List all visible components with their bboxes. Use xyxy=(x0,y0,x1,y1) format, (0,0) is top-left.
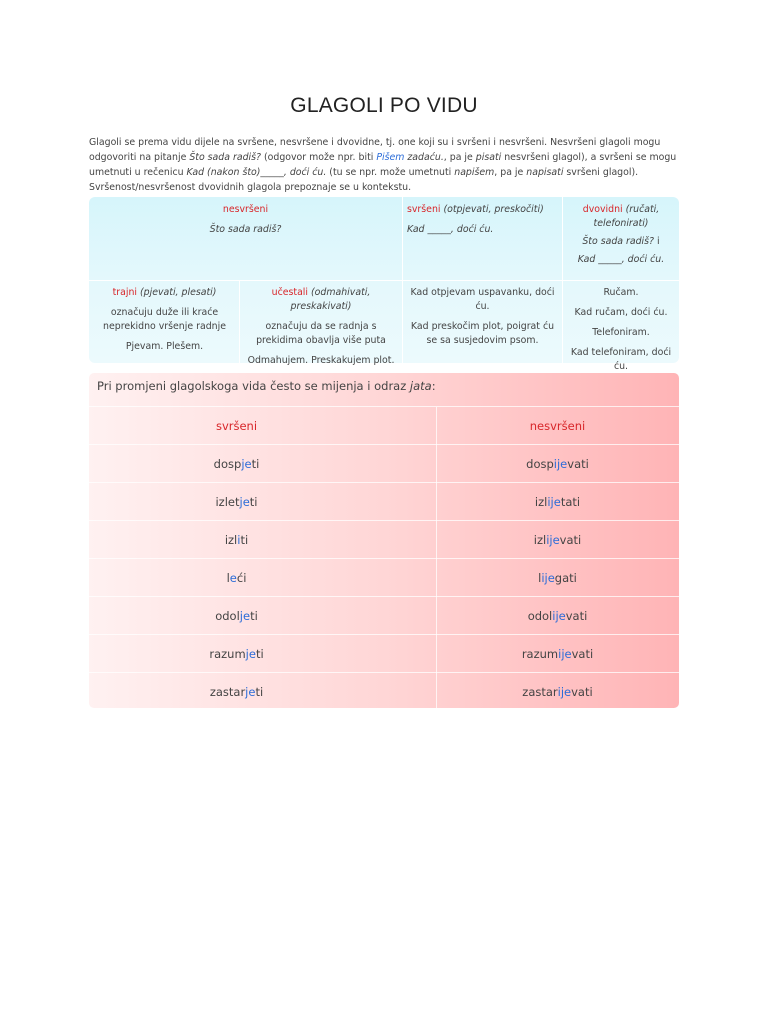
header-svrseni: svršeni xyxy=(215,419,258,433)
word-part: ti xyxy=(240,533,249,547)
dvovidni-example-4: Kad telefoniram, doći ću. xyxy=(570,347,672,372)
word-part: izl xyxy=(533,533,547,547)
intro-text: svršeni glagol). Svršenost/nesvršenost dvovidnih glagola prepoznaje se u kontekstu. xyxy=(89,167,639,193)
svrseni-word xyxy=(89,559,384,597)
jat-segment: ije xyxy=(547,495,561,509)
dvovidni-question: Što sada radiš? xyxy=(582,236,655,247)
intro-question: Kad (nakon što)_____, doći ću. xyxy=(186,167,327,178)
trajni-label: trajni xyxy=(112,287,138,298)
word-part: dosp xyxy=(526,457,554,471)
table-row xyxy=(89,520,679,559)
intro-example: pisati xyxy=(475,152,502,163)
word-part: razum xyxy=(521,647,559,661)
word-part: vati xyxy=(565,609,588,623)
caption-emphasis: jata xyxy=(409,379,432,393)
ucestali-label: učestali xyxy=(271,287,309,298)
word-part: ti xyxy=(249,495,258,509)
word-part: l xyxy=(538,571,542,585)
table-row xyxy=(89,558,679,597)
jat-segment: e xyxy=(229,571,237,585)
jat-table xyxy=(89,373,679,708)
svrseni-word xyxy=(89,635,384,673)
svrseni-question: Kad _____, doći ću. xyxy=(407,224,494,235)
header-nesvrseni: nesvršeni xyxy=(529,419,586,433)
jat-segment: je xyxy=(245,685,256,699)
jat-segment: ije xyxy=(558,647,572,661)
svrseni-word xyxy=(89,483,384,521)
jat-segment: je xyxy=(245,647,256,661)
ucestali-example: Odmahujem. Preskakujem plot. xyxy=(247,355,395,366)
intro-example: zadaću. xyxy=(404,152,444,163)
intro-text: (odgovor može npr. biti xyxy=(261,152,377,163)
jat-segment: je xyxy=(241,457,252,471)
nesvrseni-word xyxy=(436,635,679,673)
intro-text: (tu se npr. može umetnuti xyxy=(326,167,455,178)
intro-example: napisati xyxy=(526,167,564,178)
intro-text: , pa je xyxy=(443,152,476,163)
intro-example: Pišem xyxy=(376,152,405,163)
dvovidni-header-cell xyxy=(565,203,677,273)
intro-text: , pa je xyxy=(494,167,527,178)
word-part: vati xyxy=(559,533,582,547)
jat-segment: ije xyxy=(553,457,568,471)
caption-text: Pri promjeni glagolskoga vida često se mijenja i odraz xyxy=(97,379,410,393)
intro-text: nesvršeni glagol), a svršeni se mogu umetnuti u rečenicu xyxy=(89,152,677,178)
trajni-examples: (pjevati, plesati) xyxy=(140,287,217,298)
word-part: izlet xyxy=(215,495,240,509)
table-header-row xyxy=(89,406,679,445)
word-part: ti xyxy=(250,609,258,623)
word-part: izl xyxy=(534,495,548,509)
nesvrseni-header-cell xyxy=(89,203,402,243)
dvovidni-example-3: Telefoniram. xyxy=(592,327,650,338)
dvovidni-example-1: Ručam. xyxy=(603,287,639,298)
word-part: ti xyxy=(251,457,260,471)
intro-question: Što sada radiš? xyxy=(189,152,261,163)
caption-text: : xyxy=(431,379,436,393)
divider xyxy=(239,281,240,363)
dvovidni-label: dvovidni xyxy=(582,204,623,215)
word-part: vati xyxy=(567,457,589,471)
table-row xyxy=(89,444,679,483)
ucestali-examples: (odmahivati, preskakivati) xyxy=(290,287,371,312)
nesvrseni-word xyxy=(436,445,679,483)
intro-example: napišem xyxy=(454,167,495,178)
dvovidni-question-2: Kad _____, doći ću. xyxy=(577,254,665,265)
table-row xyxy=(89,672,679,711)
word-part: zastar xyxy=(522,685,558,699)
dvovidni-examples: (ručati, telefonirati) xyxy=(593,204,660,229)
jat-segment: ije xyxy=(557,685,572,699)
svrseni-word xyxy=(89,521,384,559)
svrseni-examples-cell xyxy=(405,286,560,354)
svrseni-word xyxy=(89,673,384,711)
table-row xyxy=(89,482,679,521)
svrseni-label: svršeni xyxy=(407,204,441,215)
word-part: gati xyxy=(554,571,577,585)
word-part: vati xyxy=(571,685,593,699)
svrseni-examples: (otpjevati, preskočiti) xyxy=(443,204,544,215)
svrseni-word xyxy=(89,597,384,635)
jat-segment: ije xyxy=(552,609,566,623)
jat-segment: ije xyxy=(541,571,555,585)
jat-segment: je xyxy=(239,609,251,623)
word-part: zastar xyxy=(209,685,246,699)
nesvrseni-word xyxy=(436,597,679,635)
word-part: tati xyxy=(560,495,581,509)
ucestali-cell xyxy=(241,286,401,374)
word-part: izl xyxy=(224,533,238,547)
word-part: razum xyxy=(209,647,246,661)
jat-segment: je xyxy=(239,495,250,509)
word-part: odol xyxy=(527,609,553,623)
dvovidni-conj: i xyxy=(654,236,660,247)
svrseni-word xyxy=(89,445,384,483)
svrseni-header-cell xyxy=(407,203,559,243)
nesvrseni-word xyxy=(436,521,679,559)
word-part: ći xyxy=(236,571,247,585)
word-part: vati xyxy=(571,647,594,661)
ucestali-description: označuju da se radnja s prekidima obavlja više puta xyxy=(256,321,386,346)
word-part: odol xyxy=(215,609,240,623)
page-title: GLAGOLI PO VIDU xyxy=(290,94,478,117)
intro-paragraph xyxy=(89,135,679,195)
table-row xyxy=(89,596,679,635)
word-part: dosp xyxy=(213,457,242,471)
verb-aspect-table xyxy=(89,197,679,372)
nesvrseni-word xyxy=(436,559,679,597)
word-part: ti xyxy=(255,685,264,699)
jat-segment: i xyxy=(237,533,241,547)
nesvrseni-word xyxy=(436,483,679,521)
jat-caption xyxy=(97,379,436,393)
svrseni-example-1: Kad otpjevam uspavanku, doći ću. xyxy=(410,287,555,312)
dvovidni-examples-cell xyxy=(565,286,677,380)
trajni-cell xyxy=(93,286,236,360)
nesvrseni-word xyxy=(436,673,679,711)
nesvrseni-question: Što sada radiš? xyxy=(209,224,282,235)
word-part: ti xyxy=(255,647,264,661)
intro-text: Glagoli se prema vidu dijele na svršene, nesvršene i dvovidne, tj. one koji su i svršeni i nesvršeni. Nesvršeni glagoli mogu odgovoriti na pitanje xyxy=(89,137,661,163)
word-part: l xyxy=(226,571,230,585)
jat-segment: ije xyxy=(546,533,560,547)
trajni-description: označuju duže ili kraće neprekidno vršenje radnje xyxy=(103,307,226,332)
trajni-example: Pjevam. Plešem. xyxy=(125,341,204,352)
table-row xyxy=(89,634,679,673)
dvovidni-example-2: Kad ručam, doći ću. xyxy=(574,307,668,318)
svrseni-example-2: Kad preskočim plot, poigrat ću se sa susjedovim psom. xyxy=(410,321,555,346)
divider xyxy=(89,280,679,281)
nesvrseni-label: nesvršeni xyxy=(222,204,269,215)
